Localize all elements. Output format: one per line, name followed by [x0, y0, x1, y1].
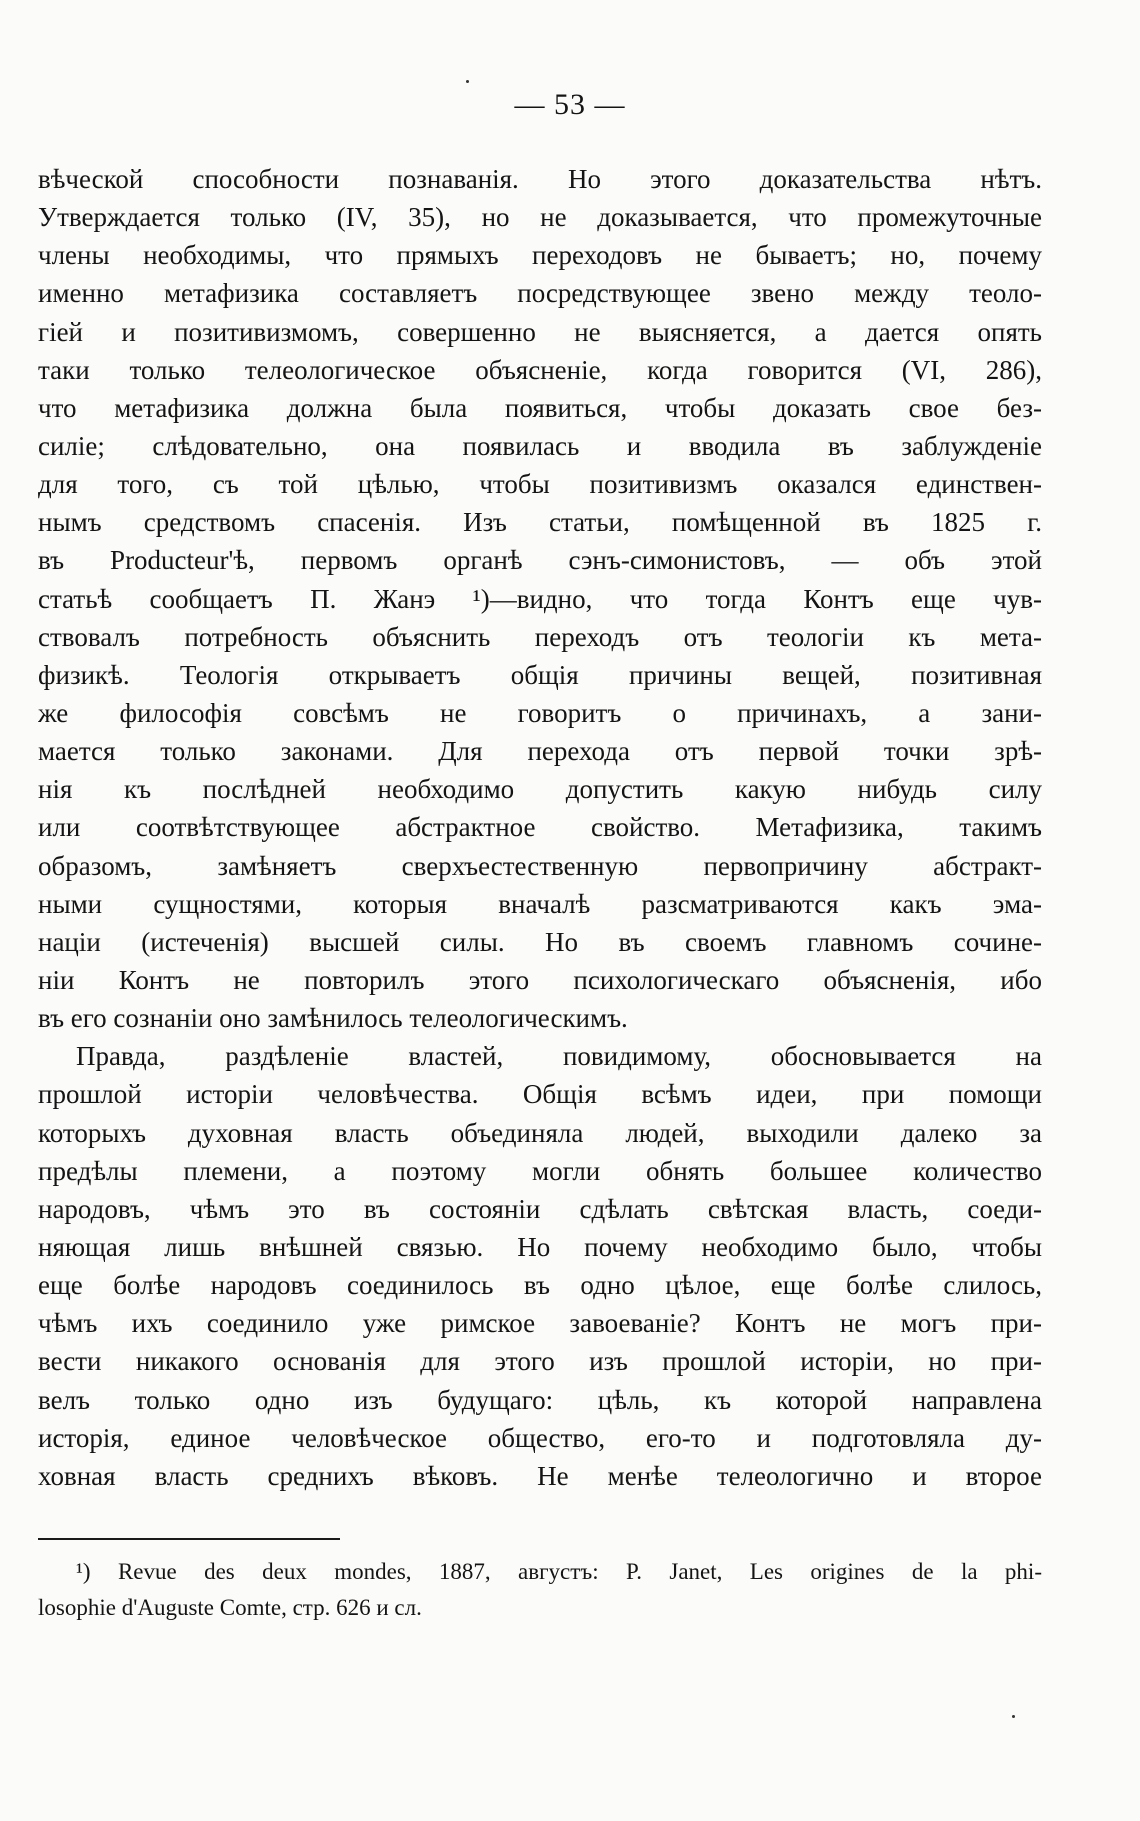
- body-text: [38, 160, 1042, 1495]
- text-line: статьѣ сообщаетъ П. Жанэ ¹)—видно, что тогда Контъ еще чув-: [38, 583, 1042, 614]
- text-line: народовъ, чѣмъ это въ состояніи сдѣлать свѣтская власть, соеди-: [38, 1193, 1042, 1224]
- text-line: гіей и позитивизмомъ, совершенно не выясняется, а дается опять: [38, 316, 1042, 347]
- text-line: велъ только одно изъ будущаго: цѣль, къ которой направлена: [38, 1384, 1042, 1415]
- footnote: [38, 1554, 1042, 1626]
- text-line: вести никакого основанія для этого изъ прошлой исторіи, но при-: [38, 1346, 1042, 1377]
- text-line: въ его сознаніи оно замѣнилось телеологическимъ.: [38, 1003, 628, 1034]
- text-line: Утверждается только (IV, 35), но не доказывается, что промежуточные: [38, 202, 1042, 233]
- text-line: нымъ средствомъ спасенія. Изъ статьи, помѣщенной въ 1825 г.: [38, 507, 1042, 538]
- text-line: физикѣ. Теологія открываетъ общія причины вещей, позитивная: [38, 659, 1042, 690]
- text-line: ховная власть среднихъ вѣковъ. Не менѣе телеологично и второе: [38, 1460, 1042, 1491]
- text-line: прошлой исторіи человѣчества. Общія всѣмъ идеи, при помощи: [38, 1079, 1042, 1110]
- text-line: чѣмъ ихъ соединило уже римское завоеваніе? Контъ не могъ при-: [38, 1308, 1042, 1339]
- text-line: вѣческой способности познаванія. Но этого доказательства нѣтъ.: [38, 164, 1042, 194]
- text-line: няющая лишь внѣшней связью. Но почему необходимо было, чтобы: [38, 1231, 1042, 1262]
- text-line: ніи Контъ не повторилъ этого психологическаго объясненія, ибо: [38, 964, 1042, 995]
- text-line: таки только телеологическое объясненіе, когда говорится (VI, 286),: [38, 354, 1042, 385]
- text-line: что метафизика должна была появиться, чтобы доказать свое без-: [38, 392, 1042, 423]
- footnote-line: ¹) Revue des deux mondes, 1887, августъ: P. Janet, Les origines de la phi-: [76, 1559, 1042, 1584]
- footnote-line: losophie d'Auguste Comte, стр. 626 и сл.: [38, 1595, 422, 1620]
- text-line: именно метафизика составляетъ посредствующее звено между теоло-: [38, 278, 1042, 309]
- text-line: же философія совсѣмъ не говоритъ о причинахъ, а зани-: [38, 697, 1042, 728]
- page-number: — 53 —: [514, 88, 626, 121]
- print-speck: [466, 80, 469, 83]
- text-line: или соотвѣтствующее абстрактное свойство. Метафизика, такимъ: [38, 812, 1042, 843]
- text-line: ствовалъ потребность объяснить переходъ отъ теологіи къ мета-: [38, 621, 1042, 652]
- text-line: члены необходимы, что прямыхъ переходовъ не бываетъ; но, почему: [38, 240, 1042, 271]
- text-line: предѣлы племени, а поэтому могли обнять большее количество: [38, 1155, 1042, 1186]
- text-line: въ Producteur'ѣ, первомъ органѣ сэнъ-симонистовъ, — объ этой: [38, 545, 1042, 576]
- text-line: силіе; слѣдовательно, она появилась и вводила въ заблужденіе: [38, 430, 1042, 461]
- text-line: для того, съ той цѣлью, чтобы позитивизмъ оказался единствен-: [38, 469, 1042, 500]
- print-speck: [1012, 1715, 1015, 1718]
- text-line: которыхъ духовная власть объединяла людей, выходили далеко за: [38, 1117, 1042, 1148]
- text-line: еще болѣе народовъ соединилось въ одно цѣлое, еще болѣе слилось,: [38, 1270, 1042, 1301]
- footnote-divider: [38, 1538, 340, 1540]
- text-line: нія къ послѣдней необходимо допустить какую нибудь силу: [38, 774, 1042, 805]
- text-line: націи (истеченія) высшей силы. Но въ своемъ главномъ сочине-: [38, 926, 1042, 957]
- text-line: исторія, единое человѣческое общество, его-то и подготовляла ду-: [38, 1422, 1042, 1453]
- text-line: образомъ, замѣняетъ сверхъестественную первопричину абстракт-: [38, 850, 1042, 881]
- text-line: мается только законами. Для перехода отъ первой точки зрѣ-: [38, 736, 1042, 767]
- text-line: ными сущностями, которыя вначалѣ разсматриваются какъ эма-: [38, 888, 1042, 919]
- paragraph-start-line: Правда, раздѣленіе властей, повидимому, обосновывается на: [76, 1041, 1042, 1072]
